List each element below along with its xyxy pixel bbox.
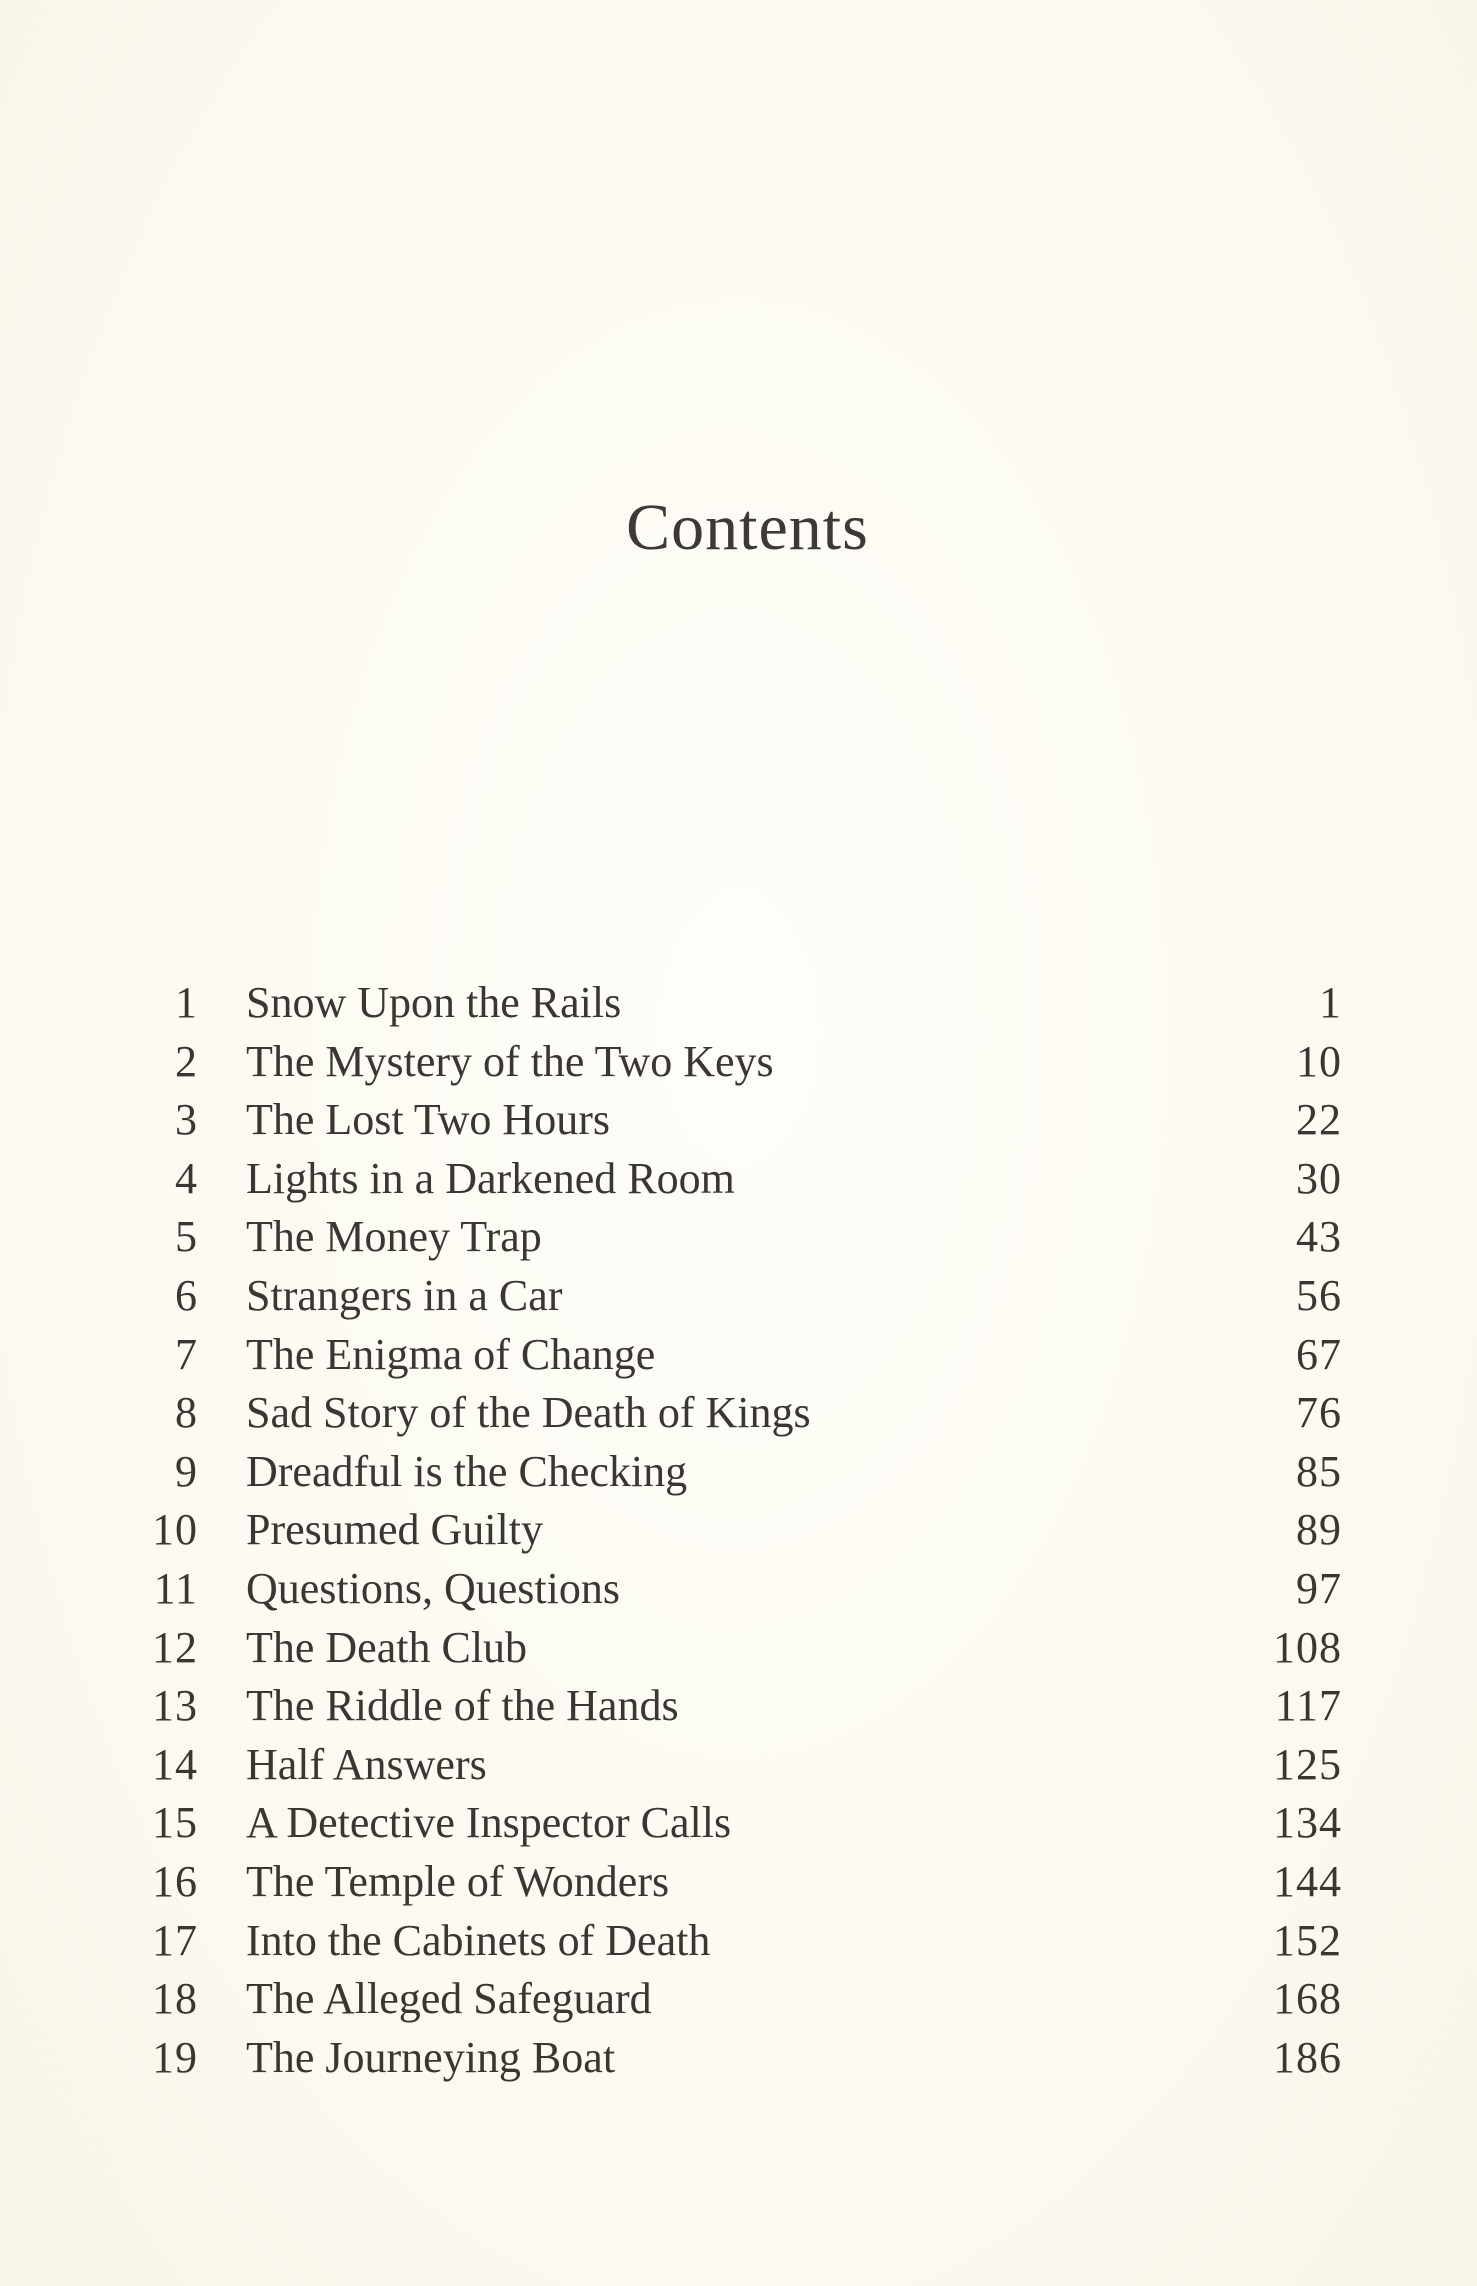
chapter-title: The Enigma of Change: [246, 1329, 656, 1379]
toc-entry: [0, 1677, 1477, 1736]
page-title: Contents: [626, 491, 869, 564]
toc-entry: [0, 1150, 1477, 1209]
toc-entry: [0, 1267, 1477, 1326]
chapter-title: Lights in a Darkened Room: [246, 1153, 735, 1203]
chapter-title: The Mystery of the Two Keys: [246, 1036, 774, 1086]
toc-entry: [0, 1384, 1477, 1443]
page-number: 97: [1296, 1563, 1342, 1613]
chapter-title: The Journeying Boat: [246, 2032, 616, 2082]
page-number: 1: [1319, 978, 1342, 1027]
page-number: 43: [1296, 1212, 1342, 1262]
chapter-number: 14: [152, 1739, 198, 1789]
toc-entry: [0, 1501, 1477, 1560]
toc-entry: [0, 1912, 1477, 1971]
toc-entry: [0, 1736, 1477, 1795]
toc-entry: [0, 974, 1477, 1033]
page-number: 76: [1296, 1388, 1342, 1438]
chapter-number: 2: [175, 1036, 198, 1086]
page-number: 152: [1273, 1915, 1342, 1965]
page-number: 117: [1274, 1681, 1342, 1731]
page-number: 56: [1296, 1270, 1342, 1320]
chapter-title: Sad Story of the Death of Kings: [246, 1388, 811, 1438]
chapter-title: The Temple of Wonders: [246, 1856, 670, 1906]
toc-entry: [0, 1619, 1477, 1678]
toc-entry: [0, 1033, 1477, 1092]
toc-entry: [0, 1443, 1477, 1502]
toc-entry: [0, 1091, 1477, 1150]
chapter-number: 9: [175, 1446, 198, 1496]
toc-entry: [0, 2029, 1477, 2088]
page-number: 168: [1273, 1974, 1342, 2024]
page-number: 67: [1296, 1329, 1342, 1379]
toc-entry: [0, 1560, 1477, 1619]
toc-entry: [0, 1208, 1477, 1267]
chapter-number: 8: [175, 1388, 198, 1438]
chapter-number: 6: [175, 1270, 198, 1320]
chapter-number: 1: [175, 978, 198, 1027]
page-number: 89: [1296, 1505, 1342, 1555]
chapter-number: 17: [152, 1915, 198, 1965]
chapter-title: Presumed Guilty: [246, 1505, 543, 1555]
chapter-title: Dreadful is the Checking: [246, 1446, 688, 1496]
toc-entry: [0, 1326, 1477, 1385]
chapter-title: Into the Cabinets of Death: [246, 1915, 711, 1965]
chapter-number: 12: [152, 1622, 198, 1672]
page-number: 144: [1273, 1856, 1342, 1906]
page-number: 30: [1296, 1153, 1342, 1203]
page-number: 134: [1273, 1798, 1342, 1848]
chapter-number: 19: [152, 2032, 198, 2082]
toc-entry: [0, 1970, 1477, 2029]
page-number: 125: [1273, 1739, 1342, 1789]
chapter-title: Strangers in a Car: [246, 1270, 563, 1320]
chapter-number: 4: [175, 1153, 198, 1203]
chapter-number: 7: [175, 1329, 198, 1379]
toc-entry: [0, 1794, 1477, 1853]
chapter-number: 16: [152, 1856, 198, 1906]
chapter-title: Snow Upon the Rails: [246, 978, 622, 1027]
page-number: 10: [1296, 1036, 1342, 1086]
chapter-title: The Riddle of the Hands: [246, 1681, 679, 1731]
table-of-contents: [0, 974, 1477, 2087]
chapter-number: 11: [153, 1563, 198, 1613]
chapter-title: A Detective Inspector Calls: [246, 1798, 732, 1848]
page-number: 22: [1296, 1095, 1342, 1145]
chapter-number: 13: [152, 1681, 198, 1731]
chapter-title: The Money Trap: [246, 1212, 542, 1262]
chapter-title: Questions, Questions: [246, 1563, 620, 1613]
chapter-title: The Lost Two Hours: [246, 1095, 610, 1145]
page-number: 108: [1273, 1622, 1342, 1672]
page-number: 85: [1296, 1446, 1342, 1496]
chapter-number: 3: [175, 1095, 198, 1145]
chapter-number: 10: [152, 1505, 198, 1555]
chapter-title: The Death Club: [246, 1622, 528, 1672]
chapter-title: Half Answers: [246, 1739, 487, 1789]
toc-entry: [0, 1853, 1477, 1912]
chapter-title: The Alleged Safeguard: [246, 1974, 652, 2024]
chapter-number: 18: [152, 1974, 198, 2024]
chapter-number: 5: [175, 1212, 198, 1262]
page-number: 186: [1273, 2032, 1342, 2082]
chapter-number: 15: [152, 1798, 198, 1848]
